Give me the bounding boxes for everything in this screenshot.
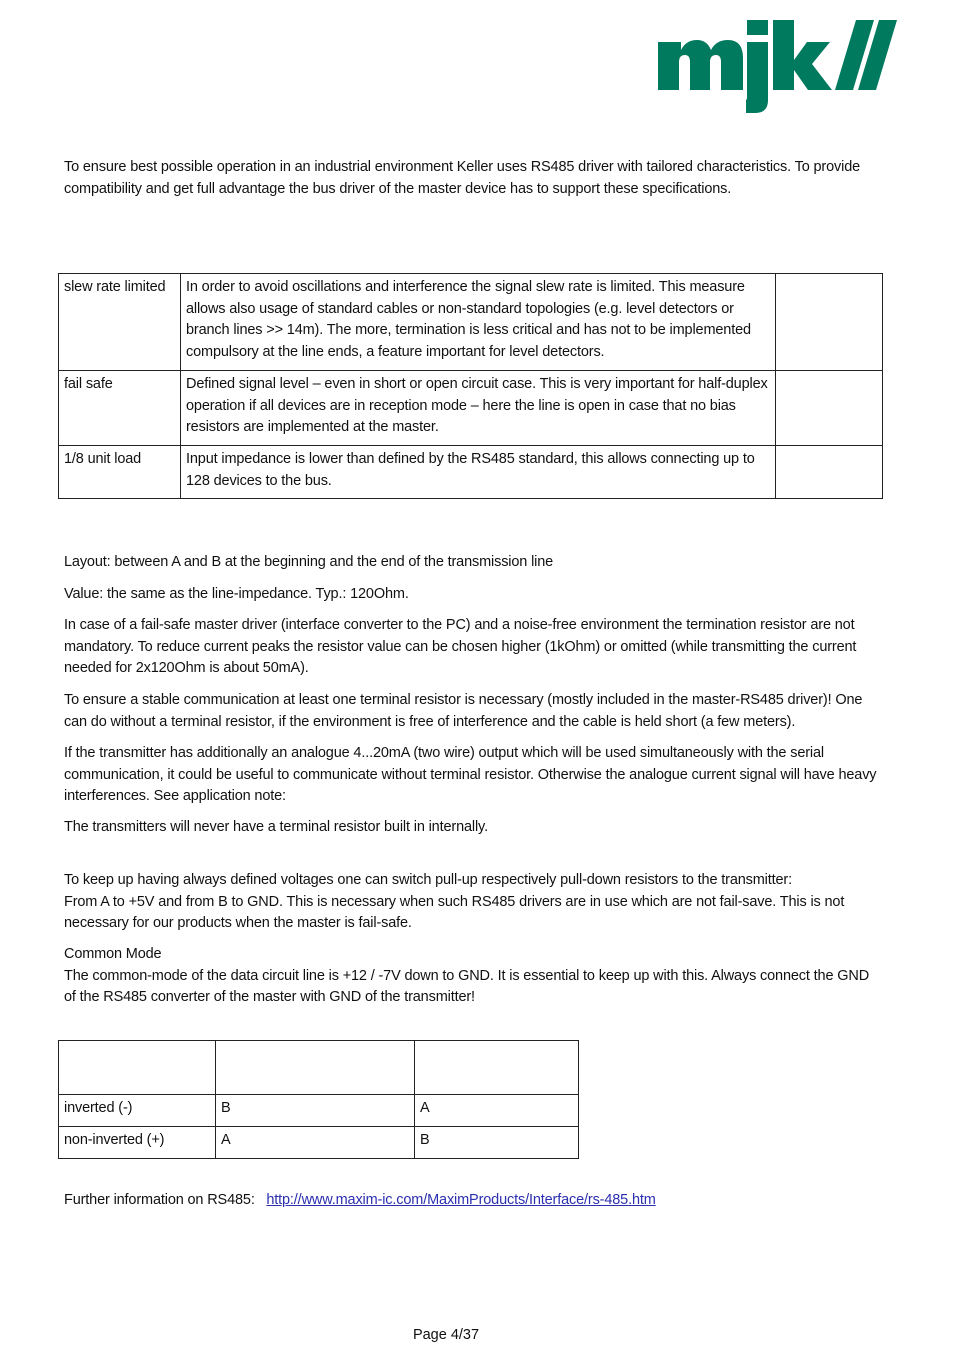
- feature-name: 1/8 unit load: [59, 446, 181, 499]
- table-row: [59, 371, 883, 446]
- bias-line-2: From A to +5V and from B to GND. This is necessary when such RS485 drivers are in use which are not fail-save. This is not necessary for our products when the master is fail-safe.: [64, 893, 845, 931]
- common-mode-text: The common-mode of the data circuit line is +12 / -7V down to GND. It is essential to keep up with this. Always connect the GND of the RS485 converter of the master with GND of the transmitter!: [64, 967, 870, 1005]
- termination-analogue-note: If the transmitter has additionally an analogue 4...20mA (two wire) output which will be used simultaneously with the serial communication, it could be useful to communicate without terminal resistor. Otherwise the analogue current signal will have heavy interferences. See application note:: [64, 745, 877, 804]
- termination-stable-comm: To ensure a stable communication at least one terminal resistor is necessary (mostly included in the master-RS485 driver)! One can do without a terminal resistor, if the environment is free of interference and the cable is held short (a few meters).: [64, 692, 863, 730]
- feature-description: Input impedance is lower than defined by the RS485 standard, this allows connecting up to 128 devices to the bus.: [181, 446, 776, 499]
- header-cell: [216, 1041, 415, 1095]
- table-row: [59, 446, 883, 499]
- mjk-logo: [655, 20, 897, 114]
- termination-layout: Layout: between A and B at the beginning and the end of the transmission line: [64, 554, 554, 570]
- further-info-label: Further information on RS485:: [64, 1192, 255, 1208]
- signal-table: [58, 1040, 579, 1159]
- intro-paragraph: To ensure best possible operation in an industrial environment Keller uses RS485 driver with tailored characteristics. To provide compatibility and get full advantage the bus driver of the master device has to support these specifications.: [64, 159, 861, 197]
- common-mode-title: Common Mode: [64, 946, 162, 962]
- features-table: [58, 273, 883, 499]
- feature-description: In order to avoid oscillations and interference the signal slew rate is limited. This measure allows also usage of standard cables or non-standard topologies (e.g. level detectors or branch lines >> 14m). The more, termination is less critical and has not to be implemented compulsory at the line ends, a feature important for level detectors.: [181, 274, 776, 371]
- table-header-row: [59, 1041, 579, 1095]
- table-cell: non-inverted (+): [59, 1127, 216, 1159]
- feature-extra: [776, 274, 883, 371]
- termination-failsafe-note: In case of a fail-safe master driver (interface converter to the PC) and a noise-free environment the termination resistor are not mandatory. To reduce current peaks the resistor value can be chosen higher (1kOhm) or omitted (while transmitting the current needed for 2x120Ohm is about 50mA).: [64, 617, 857, 676]
- table-cell: A: [415, 1095, 579, 1127]
- page-number: Page 4/37: [412, 1327, 480, 1343]
- table-cell: B: [216, 1095, 415, 1127]
- feature-name: fail safe: [59, 371, 181, 446]
- termination-never-built-in: The transmitters will never have a terminal resistor built in internally.: [64, 819, 488, 835]
- table-cell: B: [415, 1127, 579, 1159]
- termination-value: Value: the same as the line-impedance. Typ.: 120Ohm.: [64, 586, 409, 602]
- header-cell: [415, 1041, 579, 1095]
- feature-description: Defined signal level – even in short or open circuit case. This is very important for half-duplex operation if all devices are in reception mode – here the line is open in case that no bias resistors are implemented at the master.: [181, 371, 776, 446]
- bias-paragraph: [64, 870, 884, 935]
- table-row: [59, 1127, 579, 1159]
- feature-name: slew rate limited: [59, 274, 181, 371]
- table-row: [59, 274, 883, 371]
- rs485-link[interactable]: http://www.maxim-ic.com/MaximProducts/Interface/rs-485.htm: [266, 1192, 656, 1208]
- feature-extra: [776, 371, 883, 446]
- table-row: [59, 1095, 579, 1127]
- table-cell: A: [216, 1127, 415, 1159]
- table-cell: inverted (-): [59, 1095, 216, 1127]
- feature-extra: [776, 446, 883, 499]
- further-info: [64, 1190, 884, 1212]
- header-cell: [59, 1041, 216, 1095]
- common-mode-paragraph: [64, 944, 884, 1009]
- bias-line-1: To keep up having always defined voltages one can switch pull-up respectively pull-down resistors to the transmitter:: [64, 872, 792, 888]
